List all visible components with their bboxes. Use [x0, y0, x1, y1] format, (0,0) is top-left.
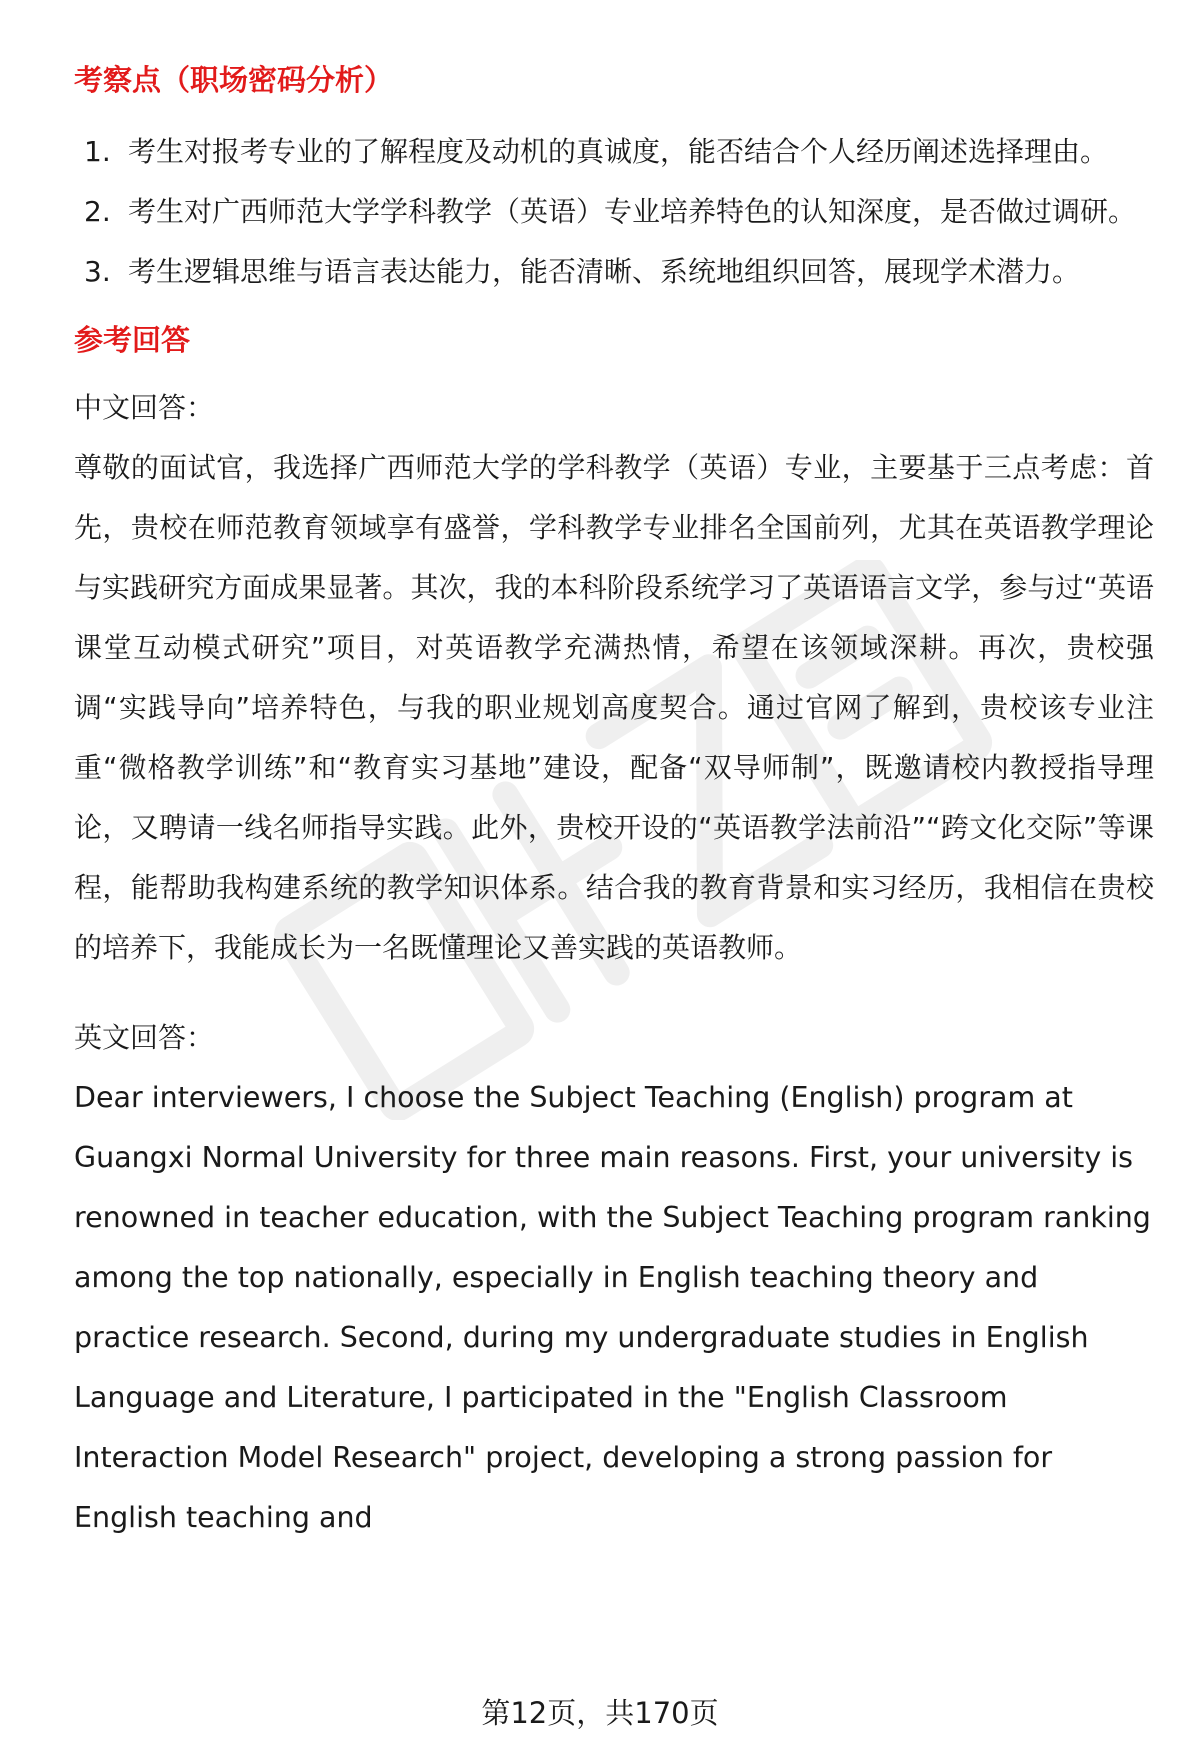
chinese-answer-label: 中文回答：	[74, 391, 215, 424]
list-item-number: 1.	[84, 135, 111, 168]
reference-answer-heading: 参考回答	[74, 323, 191, 357]
list-item-text: 考生对报考专业的了解程度及动机的真诚度，能否结合个人经历阐述选择理由。	[128, 135, 1109, 168]
list-item-number: 3.	[84, 255, 111, 288]
chinese-answer-text: 尊敬的面试官，我选择广西师范大学的学科教学（英语）专业，主要基于三点考虑：首先，贵校在师范教育领域享有盛誉，学科教学专业排名全国前列，尤其在英语教学理论与实践研究方面成果显著。其次，我的本科阶段系统学习了英语语言文学，参与过“英语课堂互动模式研究”项目，对英语教学充满热情，希望在该领域深耕。再次，贵校强调“实践导向”培养特色，与我的职业规划高度契合。通过官网了解到，贵校该专业注重“微格教学训练”和“教育实习基地”建设，配备“双导师制”，既邀请校内教授指导理论，又聘请一线名师指导实践。此外，贵校开设的“英语教学法前沿”“跨文化交际”等课程，能帮助我构建系统的教学知识体系。结合我的教育背景和实习经历，我相信在贵校的培养下，我能成长为一名既懂理论又善实践的英语教师。	[74, 451, 1154, 964]
list-item	[74, 182, 1154, 242]
document-body	[74, 40, 1154, 1548]
english-answer-text: Dear interviewers, I choose the Subject Teaching (English) program at Guangxi Normal University for three main reasons. First, your university is renowned in teacher education, with the Subject Teaching program ranking among the top nationally, especially in English teaching theory and practice research. Second, during my undergraduate studies in English Language and Literature, I participated in the "English Classroom Interaction Model Research" project, developing a strong passion for English teaching and	[74, 1081, 1151, 1534]
exam-points-heading: 考察点（职场密码分析）	[74, 63, 394, 97]
list-item-text: 考生逻辑思维与语言表达能力，能否清晰、系统地组织回答，展现学术潜力。	[128, 255, 1081, 288]
list-item	[74, 242, 1154, 302]
list-item-text: 考生对广西师范大学学科教学（英语）专业培养特色的认知深度，是否做过调研。	[128, 195, 1137, 228]
english-answer-label: 英文回答：	[74, 1021, 215, 1054]
list-item-number: 2.	[84, 195, 111, 228]
exam-points-list	[74, 122, 1154, 302]
page-number: 第12页，共170页	[481, 1696, 719, 1730]
list-item	[74, 122, 1154, 182]
